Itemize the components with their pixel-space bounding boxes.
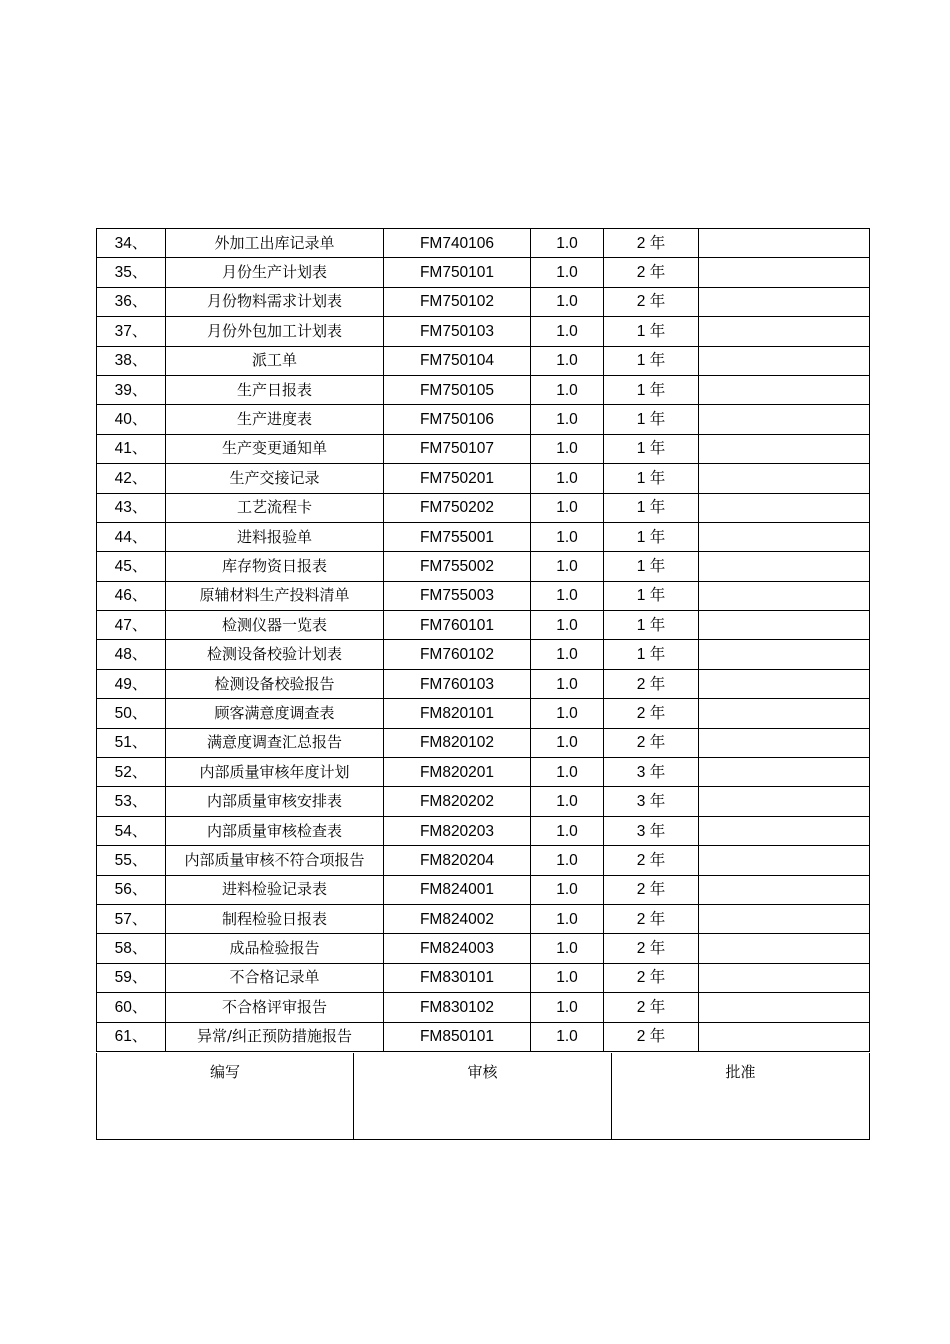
form-list-body <box>97 229 870 1052</box>
table-row <box>97 875 870 904</box>
form-name-cell: 异常/纠正预防措施报告 <box>166 1022 384 1051</box>
table-row <box>97 434 870 463</box>
form-name-cell: 生产进度表 <box>166 405 384 434</box>
form-code-cell: FM830101 <box>384 963 531 992</box>
remark-cell <box>699 317 870 346</box>
version-cell: 1.0 <box>531 552 604 581</box>
remark-cell <box>699 375 870 404</box>
form-code-cell: FM750104 <box>384 346 531 375</box>
form-code-cell: FM820101 <box>384 699 531 728</box>
form-code-cell: FM824001 <box>384 875 531 904</box>
reviewed-by-label: 审核 <box>467 1063 498 1081</box>
remark-cell <box>699 816 870 845</box>
row-number-cell: 41、 <box>97 434 166 463</box>
form-code-cell: FM755002 <box>384 552 531 581</box>
form-code-cell: FM820102 <box>384 728 531 757</box>
version-cell: 1.0 <box>531 904 604 933</box>
row-number-cell: 54、 <box>97 816 166 845</box>
retention-period-cell: 1 年 <box>604 464 699 493</box>
remark-cell <box>699 287 870 316</box>
retention-period-cell: 2 年 <box>604 934 699 963</box>
remark-cell <box>699 346 870 375</box>
retention-period-cell: 2 年 <box>604 699 699 728</box>
form-name-cell: 内部质量审核年度计划 <box>166 758 384 787</box>
signoff-table <box>96 1053 870 1140</box>
form-code-cell: FM750101 <box>384 258 531 287</box>
table-row <box>97 287 870 316</box>
table-row <box>97 258 870 287</box>
version-cell: 1.0 <box>531 258 604 287</box>
remark-cell <box>699 1022 870 1051</box>
form-code-cell: FM750202 <box>384 493 531 522</box>
retention-period-cell: 2 年 <box>604 963 699 992</box>
version-cell: 1.0 <box>531 787 604 816</box>
table-row <box>97 963 870 992</box>
version-cell: 1.0 <box>531 287 604 316</box>
form-name-cell: 生产交接记录 <box>166 464 384 493</box>
version-cell: 1.0 <box>531 229 604 258</box>
retention-period-cell: 1 年 <box>604 552 699 581</box>
form-name-cell: 满意度调查汇总报告 <box>166 728 384 757</box>
form-code-cell: FM820202 <box>384 787 531 816</box>
version-cell: 1.0 <box>531 846 604 875</box>
version-cell: 1.0 <box>531 875 604 904</box>
retention-period-cell: 1 年 <box>604 611 699 640</box>
form-code-cell: FM760103 <box>384 669 531 698</box>
form-code-cell: FM850101 <box>384 1022 531 1051</box>
retention-period-cell: 2 年 <box>604 904 699 933</box>
version-cell: 1.0 <box>531 758 604 787</box>
form-name-cell: 不合格评审报告 <box>166 993 384 1022</box>
remark-cell <box>699 229 870 258</box>
form-name-cell: 库存物资日报表 <box>166 552 384 581</box>
version-cell: 1.0 <box>531 611 604 640</box>
version-cell: 1.0 <box>531 1022 604 1051</box>
version-cell: 1.0 <box>531 493 604 522</box>
retention-period-cell: 3 年 <box>604 816 699 845</box>
table-row <box>97 934 870 963</box>
form-name-cell: 月份外包加工计划表 <box>166 317 384 346</box>
table-row <box>97 699 870 728</box>
remark-cell <box>699 640 870 669</box>
form-name-cell: 成品检验报告 <box>166 934 384 963</box>
form-name-cell: 检测设备校验报告 <box>166 669 384 698</box>
form-name-cell: 原辅材料生产投料清单 <box>166 581 384 610</box>
row-number-cell: 36、 <box>97 287 166 316</box>
form-name-cell: 派工单 <box>166 346 384 375</box>
table-row <box>97 669 870 698</box>
table-row <box>97 787 870 816</box>
version-cell: 1.0 <box>531 375 604 404</box>
retention-period-cell: 1 年 <box>604 317 699 346</box>
form-name-cell: 生产变更通知单 <box>166 434 384 463</box>
remark-cell <box>699 581 870 610</box>
retention-period-cell: 2 年 <box>604 258 699 287</box>
form-code-cell: FM740106 <box>384 229 531 258</box>
retention-period-cell: 2 年 <box>604 1022 699 1051</box>
approved-by-label: 批准 <box>725 1063 756 1081</box>
retention-period-cell: 2 年 <box>604 846 699 875</box>
table-row <box>97 728 870 757</box>
retention-period-cell: 2 年 <box>604 229 699 258</box>
retention-period-cell: 1 年 <box>604 640 699 669</box>
form-name-cell: 进料报验单 <box>166 522 384 551</box>
row-number-cell: 55、 <box>97 846 166 875</box>
row-number-cell: 60、 <box>97 993 166 1022</box>
form-name-cell: 制程检验日报表 <box>166 904 384 933</box>
remark-cell <box>699 552 870 581</box>
row-number-cell: 50、 <box>97 699 166 728</box>
row-number-cell: 40、 <box>97 405 166 434</box>
form-code-cell: FM824002 <box>384 904 531 933</box>
version-cell: 1.0 <box>531 640 604 669</box>
remark-cell <box>699 904 870 933</box>
version-cell: 1.0 <box>531 317 604 346</box>
form-code-cell: FM750102 <box>384 287 531 316</box>
form-name-cell: 顾客满意度调查表 <box>166 699 384 728</box>
form-code-cell: FM755003 <box>384 581 531 610</box>
version-cell: 1.0 <box>531 816 604 845</box>
approved-by-cell <box>612 1053 870 1140</box>
form-code-cell: FM750201 <box>384 464 531 493</box>
remark-cell <box>699 787 870 816</box>
form-name-cell: 检测设备校验计划表 <box>166 640 384 669</box>
retention-period-cell: 1 年 <box>604 405 699 434</box>
remark-cell <box>699 758 870 787</box>
table-row <box>97 375 870 404</box>
version-cell: 1.0 <box>531 464 604 493</box>
retention-period-cell: 1 年 <box>604 346 699 375</box>
row-number-cell: 59、 <box>97 963 166 992</box>
version-cell: 1.0 <box>531 434 604 463</box>
remark-cell <box>699 611 870 640</box>
form-code-cell: FM820203 <box>384 816 531 845</box>
form-code-cell: FM820201 <box>384 758 531 787</box>
form-name-cell: 外加工出库记录单 <box>166 229 384 258</box>
version-cell: 1.0 <box>531 699 604 728</box>
row-number-cell: 57、 <box>97 904 166 933</box>
row-number-cell: 35、 <box>97 258 166 287</box>
remark-cell <box>699 963 870 992</box>
row-number-cell: 42、 <box>97 464 166 493</box>
table-row <box>97 581 870 610</box>
remark-cell <box>699 728 870 757</box>
row-number-cell: 37、 <box>97 317 166 346</box>
table-row <box>97 229 870 258</box>
version-cell: 1.0 <box>531 669 604 698</box>
row-number-cell: 34、 <box>97 229 166 258</box>
table-row <box>97 317 870 346</box>
form-name-cell: 内部质量审核检查表 <box>166 816 384 845</box>
remark-cell <box>699 934 870 963</box>
form-name-cell: 不合格记录单 <box>166 963 384 992</box>
version-cell: 1.0 <box>531 993 604 1022</box>
retention-period-cell: 2 年 <box>604 993 699 1022</box>
remark-cell <box>699 434 870 463</box>
table-row <box>97 405 870 434</box>
form-code-cell: FM750103 <box>384 317 531 346</box>
retention-period-cell: 2 年 <box>604 728 699 757</box>
reviewed-by-cell <box>354 1053 612 1140</box>
row-number-cell: 51、 <box>97 728 166 757</box>
row-number-cell: 47、 <box>97 611 166 640</box>
row-number-cell: 48、 <box>97 640 166 669</box>
retention-period-cell: 1 年 <box>604 522 699 551</box>
row-number-cell: 52、 <box>97 758 166 787</box>
retention-period-cell: 1 年 <box>604 493 699 522</box>
form-code-cell: FM824003 <box>384 934 531 963</box>
version-cell: 1.0 <box>531 728 604 757</box>
retention-period-cell: 1 年 <box>604 581 699 610</box>
table-row <box>97 552 870 581</box>
row-number-cell: 45、 <box>97 552 166 581</box>
remark-cell <box>699 699 870 728</box>
retention-period-cell: 1 年 <box>604 375 699 404</box>
form-code-cell: FM760102 <box>384 640 531 669</box>
table-row <box>97 846 870 875</box>
retention-period-cell: 2 年 <box>604 287 699 316</box>
retention-period-cell: 2 年 <box>604 875 699 904</box>
version-cell: 1.0 <box>531 346 604 375</box>
row-number-cell: 43、 <box>97 493 166 522</box>
retention-period-cell: 1 年 <box>604 434 699 463</box>
row-number-cell: 38、 <box>97 346 166 375</box>
retention-period-cell: 3 年 <box>604 787 699 816</box>
form-code-cell: FM750105 <box>384 375 531 404</box>
form-code-cell: FM820204 <box>384 846 531 875</box>
version-cell: 1.0 <box>531 522 604 551</box>
table-row <box>97 904 870 933</box>
row-number-cell: 56、 <box>97 875 166 904</box>
form-name-cell: 内部质量审核安排表 <box>166 787 384 816</box>
remark-cell <box>699 875 870 904</box>
row-number-cell: 46、 <box>97 581 166 610</box>
form-list-table <box>96 228 870 1052</box>
retention-period-cell: 3 年 <box>604 758 699 787</box>
form-code-cell: FM750107 <box>384 434 531 463</box>
prepared-by-cell <box>97 1053 354 1140</box>
table-row <box>97 640 870 669</box>
remark-cell <box>699 405 870 434</box>
table-row <box>97 816 870 845</box>
remark-cell <box>699 522 870 551</box>
version-cell: 1.0 <box>531 963 604 992</box>
form-name-cell: 月份生产计划表 <box>166 258 384 287</box>
table-row <box>97 493 870 522</box>
table-row <box>97 464 870 493</box>
form-code-cell: FM830102 <box>384 993 531 1022</box>
table-row <box>97 758 870 787</box>
table-row <box>97 346 870 375</box>
version-cell: 1.0 <box>531 934 604 963</box>
row-number-cell: 61、 <box>97 1022 166 1051</box>
signoff-row <box>97 1053 870 1140</box>
row-number-cell: 49、 <box>97 669 166 698</box>
table-row <box>97 522 870 551</box>
remark-cell <box>699 493 870 522</box>
row-number-cell: 58、 <box>97 934 166 963</box>
form-name-cell: 月份物料需求计划表 <box>166 287 384 316</box>
row-number-cell: 39、 <box>97 375 166 404</box>
form-name-cell: 检测仪器一览表 <box>166 611 384 640</box>
table-row <box>97 611 870 640</box>
prepared-by-label: 编写 <box>209 1063 240 1081</box>
form-name-cell: 内部质量审核不符合项报告 <box>166 846 384 875</box>
remark-cell <box>699 993 870 1022</box>
row-number-cell: 44、 <box>97 522 166 551</box>
form-code-cell: FM750106 <box>384 405 531 434</box>
table-row <box>97 993 870 1022</box>
retention-period-cell: 2 年 <box>604 669 699 698</box>
form-code-cell: FM760101 <box>384 611 531 640</box>
version-cell: 1.0 <box>531 405 604 434</box>
remark-cell <box>699 669 870 698</box>
form-name-cell: 进料检验记录表 <box>166 875 384 904</box>
table-row <box>97 1022 870 1051</box>
version-cell: 1.0 <box>531 581 604 610</box>
row-number-cell: 53、 <box>97 787 166 816</box>
form-code-cell: FM755001 <box>384 522 531 551</box>
remark-cell <box>699 464 870 493</box>
form-name-cell: 工艺流程卡 <box>166 493 384 522</box>
remark-cell <box>699 846 870 875</box>
remark-cell <box>699 258 870 287</box>
form-name-cell: 生产日报表 <box>166 375 384 404</box>
